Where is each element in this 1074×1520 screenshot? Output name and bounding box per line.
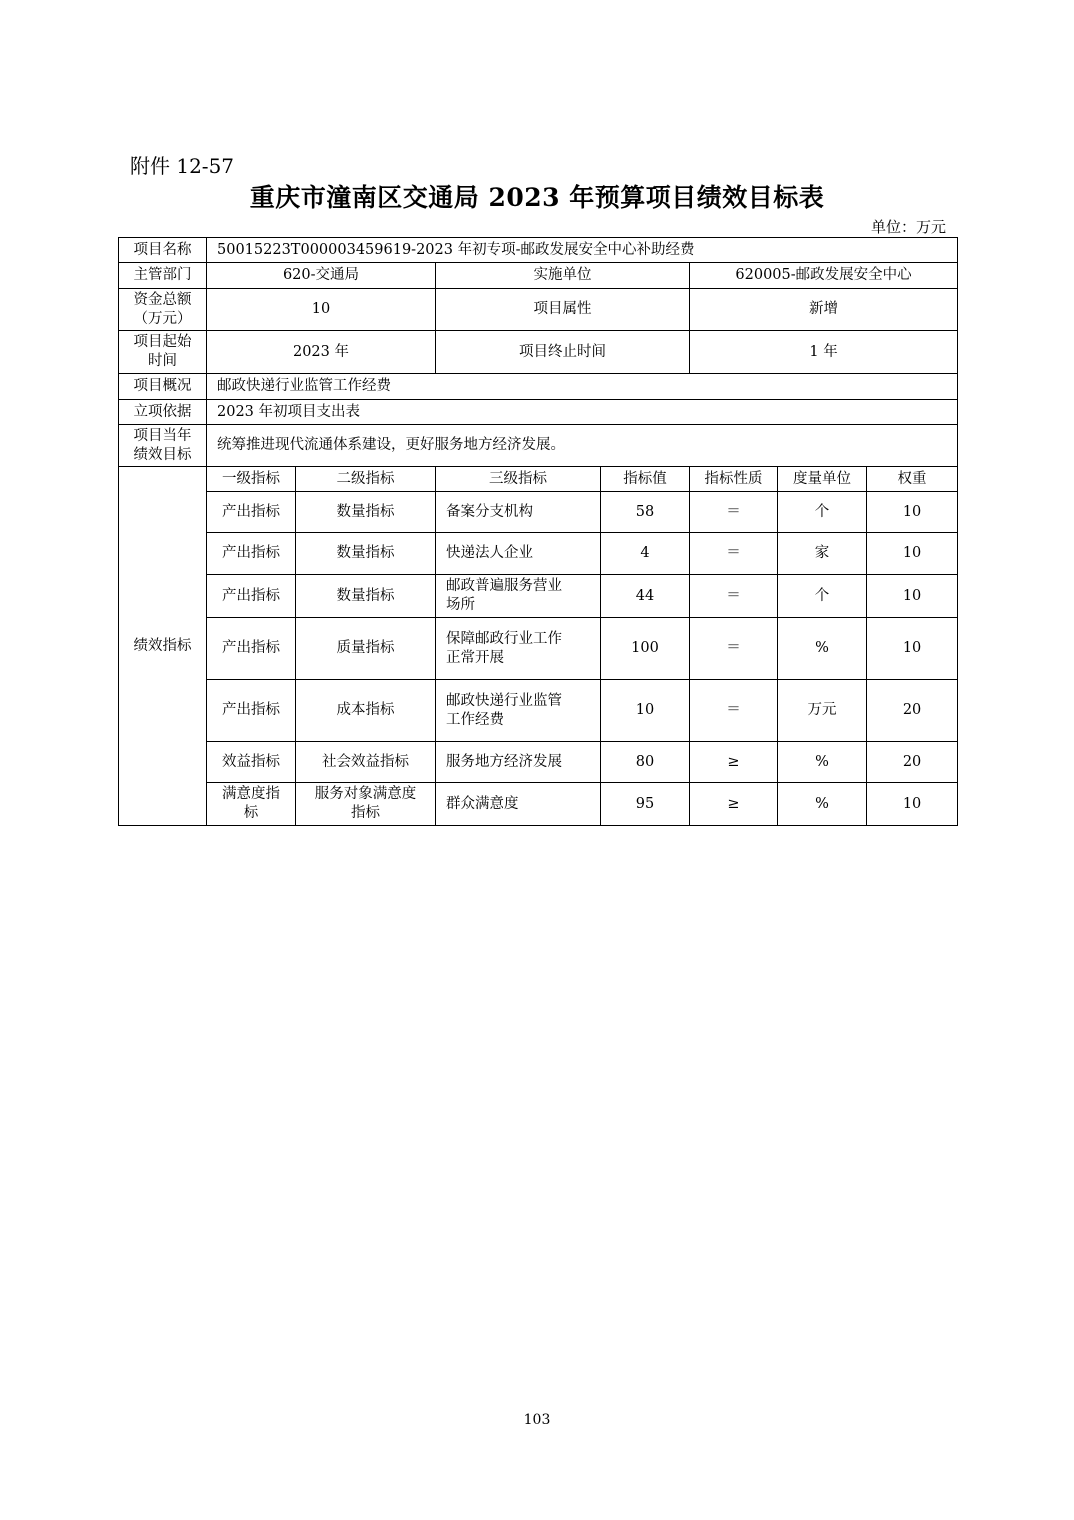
header-unit: 度量单位 — [778, 467, 867, 492]
header-weight: 权重 — [867, 467, 958, 492]
start-value: 2023 年 — [207, 331, 436, 374]
level2-cell — [296, 783, 436, 826]
header-level3: 三级指标 — [436, 467, 601, 492]
weight-cell: 10 — [867, 533, 958, 575]
fund-label — [119, 289, 207, 331]
level2-line: 指标 — [351, 805, 380, 821]
attachment-label: 附件 12-57 — [130, 154, 235, 178]
nature-cell: ≥ — [690, 783, 778, 826]
level3-cell — [436, 533, 601, 575]
header-nature: 指标性质 — [690, 467, 778, 492]
level2-line: 数量指标 — [336, 587, 395, 604]
end-label: 项目终止时间 — [436, 331, 690, 374]
weight-cell: 10 — [867, 492, 958, 533]
level2-line: 成本指标 — [336, 702, 395, 718]
level1-line: 产出指标 — [222, 503, 280, 520]
indicator-row — [119, 533, 958, 575]
level3-cell — [436, 618, 601, 680]
indicator-row — [119, 742, 958, 783]
unit-cell: 个 — [778, 492, 867, 533]
indicator-row — [119, 575, 958, 618]
level1-cell — [207, 575, 296, 618]
attr-value: 新增 — [690, 289, 958, 331]
level1-cell — [207, 783, 296, 826]
impl-value: 620005-邮政发展安全中心 — [690, 263, 958, 289]
level2-line: 服务对象满意度 — [314, 786, 417, 802]
weight-cell: 10 — [867, 783, 958, 826]
level3-line: 保障邮政行业工作 — [446, 630, 562, 647]
overview-row — [119, 374, 958, 400]
project-name-label: 项目名称 — [119, 238, 207, 263]
fund-value: 10 — [207, 289, 436, 331]
level1-cell — [207, 742, 296, 783]
level1-line: 标 — [243, 805, 259, 821]
value-cell: 10 — [601, 680, 690, 742]
level3-cell — [436, 492, 601, 533]
level3-line: 服务地方经济发展 — [446, 753, 562, 770]
nature-cell: ＝ — [690, 533, 778, 575]
time-row — [119, 331, 958, 374]
level3-line: 场所 — [446, 597, 475, 613]
nature-cell: ＝ — [690, 618, 778, 680]
level3-line: 群众满意度 — [446, 795, 519, 812]
level2-cell — [296, 680, 436, 742]
goal-value: 统筹推进现代流通体系建设，更好服务地方经济发展。 — [207, 425, 958, 467]
goal-row — [119, 425, 958, 467]
level3-line: 备案分支机构 — [446, 503, 533, 520]
header-value: 指标值 — [601, 467, 690, 492]
value-cell: 80 — [601, 742, 690, 783]
attr-label: 项目属性 — [436, 289, 690, 331]
level2-cell — [296, 618, 436, 680]
level2-cell — [296, 742, 436, 783]
level2-line: 数量指标 — [336, 545, 395, 561]
level3-cell — [436, 783, 601, 826]
dept-value: 620-交通局 — [207, 263, 436, 289]
goal-label — [119, 425, 207, 467]
level2-cell — [296, 575, 436, 618]
nature-cell: ＝ — [690, 680, 778, 742]
value-cell: 44 — [601, 575, 690, 618]
basis-label: 立项依据 — [119, 400, 207, 425]
unit-cell: 家 — [778, 533, 867, 575]
level3-cell — [436, 742, 601, 783]
weight-cell: 10 — [867, 575, 958, 618]
nature-cell: ＝ — [690, 492, 778, 533]
project-name-row — [119, 238, 958, 263]
level2-line: 质量指标 — [336, 640, 395, 656]
header-level2: 二级指标 — [296, 467, 436, 492]
header-level1: 一级指标 — [207, 467, 296, 492]
level1-cell — [207, 680, 296, 742]
value-cell: 4 — [601, 533, 690, 575]
unit-label: 单位：万元 — [870, 218, 946, 236]
goal-label-line2: 绩效目标 — [133, 446, 192, 463]
start-label-line2: 时间 — [148, 353, 177, 369]
weight-cell: 20 — [867, 742, 958, 783]
unit-cell: % — [778, 742, 867, 783]
level3-cell — [436, 680, 601, 742]
indicators-section-label: 绩效指标 — [119, 467, 207, 826]
level1-line: 产出指标 — [222, 702, 280, 718]
value-cell: 100 — [601, 618, 690, 680]
level2-cell — [296, 492, 436, 533]
level2-line: 社会效益指标 — [322, 753, 409, 770]
basis-value: 2023 年初项目支出表 — [207, 400, 958, 425]
goal-label-line1: 项目当年 — [133, 427, 192, 444]
level1-cell — [207, 618, 296, 680]
level1-line: 产出指标 — [222, 587, 280, 604]
level3-line: 正常开展 — [446, 649, 504, 666]
level2-line: 数量指标 — [336, 503, 395, 520]
level1-line: 效益指标 — [222, 753, 280, 770]
level1-cell — [207, 533, 296, 575]
level3-cell — [436, 575, 601, 618]
nature-cell: ≥ — [690, 742, 778, 783]
page-number: 103 — [523, 1412, 551, 1428]
unit-cell: % — [778, 783, 867, 826]
page-title: 重庆市潼南区交通局 2023 年预算项目绩效目标表 — [249, 183, 825, 212]
level3-line: 工作经费 — [446, 711, 504, 728]
project-name-value: 50015223T000003459619-2023 年初专项-邮政发展安全中心补助经费 — [207, 238, 958, 263]
weight-cell: 10 — [867, 618, 958, 680]
indicator-row — [119, 783, 958, 826]
start-label — [119, 331, 207, 374]
value-cell: 58 — [601, 492, 690, 533]
fund-label-line2: （万元） — [133, 310, 192, 327]
impl-label: 实施单位 — [436, 263, 690, 289]
fund-label-line1: 资金总额 — [133, 291, 192, 308]
indicator-row — [119, 618, 958, 680]
level1-line: 满意度指 — [222, 786, 280, 802]
dept-label: 主管部门 — [119, 263, 207, 289]
indicator-row — [119, 680, 958, 742]
end-value: 1 年 — [690, 331, 958, 374]
unit-cell: 个 — [778, 575, 867, 618]
overview-value: 邮政快递行业监管工作经费 — [207, 374, 958, 400]
level1-line: 产出指标 — [222, 545, 280, 561]
value-cell: 95 — [601, 783, 690, 826]
level3-line: 邮政普遍服务营业 — [446, 578, 562, 594]
nature-cell: ＝ — [690, 575, 778, 618]
unit-cell: 万元 — [778, 680, 867, 742]
overview-label: 项目概况 — [119, 374, 207, 400]
basis-row — [119, 400, 958, 425]
indicator-header-row — [119, 467, 958, 492]
level1-cell — [207, 492, 296, 533]
level3-line: 邮政快递行业监管 — [446, 692, 562, 709]
level1-line: 产出指标 — [222, 640, 280, 656]
unit-cell: % — [778, 618, 867, 680]
level2-cell — [296, 533, 436, 575]
indicator-row — [119, 492, 958, 533]
dept-row — [119, 263, 958, 289]
level3-line: 快递法人企业 — [446, 545, 533, 561]
performance-table — [118, 237, 958, 826]
fund-row — [119, 289, 958, 331]
weight-cell: 20 — [867, 680, 958, 742]
start-label-line1: 项目起始 — [133, 334, 192, 350]
